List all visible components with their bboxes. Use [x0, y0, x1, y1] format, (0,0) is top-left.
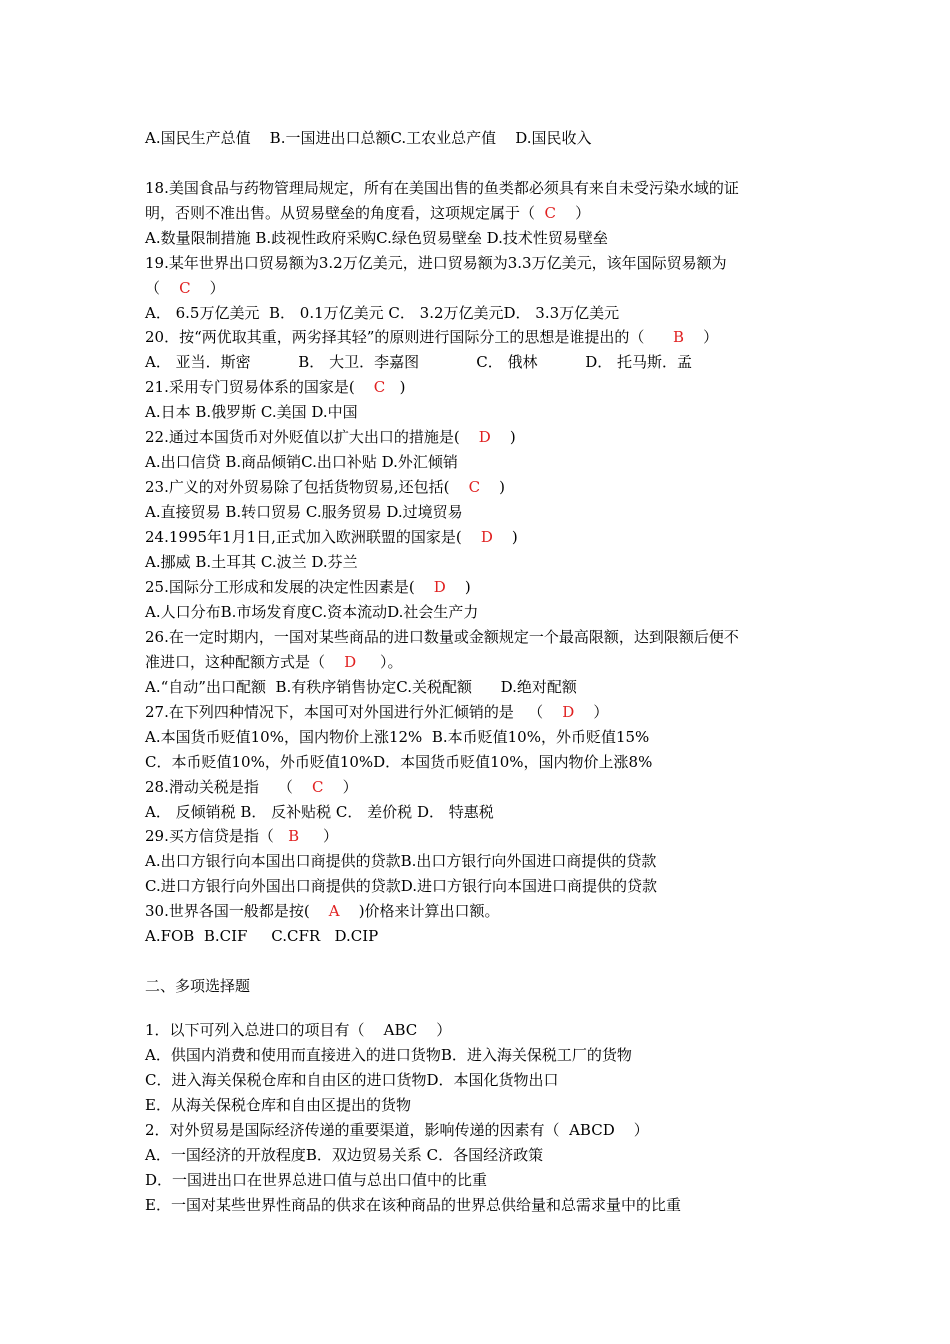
text-line [145, 677, 825, 697]
text-line [145, 327, 825, 347]
text-segment: ) [385, 378, 406, 396]
text-line [145, 802, 825, 822]
text-segment: 20．按“两优取其重，两劣择其轻”的原则进行国际分工的思想是谁提出的（ [145, 328, 674, 346]
answer-mark: C [373, 378, 386, 396]
text-line [145, 777, 825, 797]
text-line [145, 253, 825, 273]
text-segment: A.人口分布B.市场发育度C.资本流动D.社会生产力 [145, 603, 479, 621]
text-line [145, 727, 825, 747]
text-segment: )价格来计算出口额。 [339, 902, 500, 920]
text-segment: A.FOB B.CIF C.CFR D.CIP [145, 927, 379, 945]
text-segment: A.出口信贷 B.商品倾销C.出口补贴 D.外汇倾销 [145, 453, 458, 471]
text-segment: A．供国内消费和使用而直接进入的进口货物B．进入海关保税工厂的货物 [145, 1046, 632, 1064]
text-line [145, 702, 825, 722]
text-segment: C．本币贬值10%，外币贬值10%D．本国货币贬值10%，国内物价上涨8% [145, 753, 653, 771]
answer-mark: C [544, 204, 557, 222]
text-line [145, 876, 825, 896]
text-line [145, 278, 825, 298]
answer-mark: C [468, 478, 481, 496]
text-segment: 25.国际分工形成和发展的决定性因素是( [145, 578, 434, 596]
text-segment: ） [190, 279, 225, 297]
text-line [145, 1070, 825, 1090]
text-segment: 21.采用专门贸易体系的国家是( [145, 378, 374, 396]
text-segment: 26.在一定时期内，一国对某些商品的进口数量或金额规定一个最高限额，达到限额后便不 [145, 628, 739, 646]
text-segment: ） [574, 703, 609, 721]
text-segment: 29.买方信贷是指（ [145, 827, 289, 845]
text-line [145, 527, 825, 547]
text-line [145, 926, 825, 946]
text-line [145, 1145, 825, 1165]
text-line [145, 1120, 825, 1140]
text-line [145, 477, 825, 497]
text-segment: 30.世界各国一般都是按( [145, 902, 329, 920]
text-segment: 19.某年世界出口贸易额为3.2万亿美元，进口贸易额为3.3万亿美元，该年国际贸易额为 [145, 254, 727, 272]
text-segment: E．从海关保税仓库和自由区提出的货物 [145, 1096, 411, 1114]
text-segment: 27.在下列四种情况下，本国可对外国进行外汇倾销的是 （ [145, 703, 563, 721]
answer-mark: D [562, 703, 575, 721]
text-segment: ) [480, 478, 505, 496]
text-segment: ) [445, 578, 471, 596]
text-line [145, 377, 825, 397]
answer-mark: C [312, 778, 324, 796]
text-segment: A.挪威 B.土耳其 C.波兰 D.芬兰 [145, 553, 358, 571]
text-segment: A． 6.5万亿美元 B． 0.1万亿美元 C． 3.2万亿美元D． 3.3万亿美元 [145, 304, 620, 322]
text-line [145, 1195, 825, 1215]
text-segment: 18.美国食品与药物管理局规定，所有在美国出售的鱼类都必须具有来自未受污染水域的证 [145, 179, 739, 197]
text-line [145, 178, 825, 198]
text-segment: ） [299, 827, 339, 845]
text-line [145, 203, 825, 223]
answer-mark: C [179, 279, 191, 297]
text-line [145, 552, 825, 572]
text-line [145, 128, 825, 148]
text-segment: E．一国对某些世界性商品的供求在该种商品的世界总供给量和总需求量中的比重 [145, 1196, 681, 1214]
text-segment: ） [323, 778, 358, 796]
text-segment: A.本国货币贬值10%，国内物价上涨12% B.本币贬值10%，外币贬值15% [145, 728, 650, 746]
text-segment: D．一国进出口在世界总进口值与总出口值中的比重 [145, 1171, 488, 1189]
text-segment: C．进入海关保税仓库和自由区的进口货物D．本国化货物出口 [145, 1071, 559, 1089]
text-line [145, 502, 825, 522]
text-line [145, 1095, 825, 1115]
answer-mark: D [480, 528, 493, 546]
answer-mark: D [478, 428, 491, 446]
text-line [145, 602, 825, 622]
text-line [145, 402, 825, 422]
text-segment: A.直接贸易 B.转口贸易 C.服务贸易 D.过境贸易 [145, 503, 463, 521]
text-segment: 二、多项选择题 [145, 977, 251, 995]
text-segment: A.国民生产总值 B.一国进出口总额C.工农业总产值 D.国民收入 [145, 129, 592, 147]
text-segment: A． 亚当．斯密 B． 大卫．李嘉图 C． 俄林 D． 托马斯．孟 [145, 353, 693, 371]
text-segment: ） [556, 204, 591, 222]
text-segment: 28.滑动关税是指 （ [145, 778, 313, 796]
text-segment: 23.广义的对外贸易除了包括货物贸易,还包括( [145, 478, 469, 496]
text-segment: A.出口方银行向本国出口商提供的贷款B.出口方银行向外国进口商提供的贷款 [145, 852, 657, 870]
text-line [145, 1020, 825, 1040]
text-segment: 22.通过本国货币对外贬值以扩大出口的措施是( [145, 428, 479, 446]
text-line [145, 901, 825, 921]
text-segment: 明，否则不准出售。从贸易壁垒的角度看，这项规定属于（ [145, 204, 545, 222]
text-segment: ）。 [356, 653, 403, 671]
text-line [145, 228, 825, 248]
text-line [145, 577, 825, 597]
text-line [145, 652, 825, 672]
text-line [145, 427, 825, 447]
text-segment: 2．对外贸易是国际经济传递的重要渠道，影响传递的因素有（ ABCD ） [145, 1121, 649, 1139]
text-segment: C.进口方银行向外国出口商提供的贷款D.进口方银行向本国进口商提供的贷款 [145, 877, 657, 895]
text-line [145, 976, 825, 996]
text-segment: A．一国经济的开放程度B．双边贸易关系 C．各国经济政策 [145, 1146, 544, 1164]
answer-mark: B [288, 827, 300, 845]
text-segment: （ [145, 279, 180, 297]
text-segment: A.数量限制措施 B.歧视性政府采购C.绿色贸易壁垒 D.技术性贸易壁垒 [145, 229, 608, 247]
text-segment: 24.1995年1月1日,正式加入欧洲联盟的国家是( [145, 528, 481, 546]
answer-mark: D [433, 578, 446, 596]
text-segment: A． 反倾销税 B． 反补贴税 C． 差价税 D． 特惠税 [145, 803, 494, 821]
text-line [145, 851, 825, 871]
text-line [145, 452, 825, 472]
text-line [145, 752, 825, 772]
text-line [145, 627, 825, 647]
answer-mark: A [328, 902, 340, 920]
text-segment: A.“自动”出口配额 B.有秩序销售协定C.关税配额 D.绝对配额 [145, 678, 577, 696]
text-segment: ) [492, 528, 518, 546]
text-line [145, 1045, 825, 1065]
text-segment: 准进口，这种配额方式是（ [145, 653, 345, 671]
text-line [145, 303, 825, 323]
text-line [145, 826, 825, 846]
text-line [145, 1170, 825, 1190]
text-segment: ） [684, 328, 719, 346]
text-segment: 1．以下可列入总进口的项目有（ ABC ） [145, 1021, 452, 1039]
answer-mark: B [673, 328, 685, 346]
text-line [145, 352, 825, 372]
answer-mark: D [344, 653, 357, 671]
text-segment: ) [490, 428, 516, 446]
text-segment: A.日本 B.俄罗斯 C.美国 D.中国 [145, 403, 358, 421]
